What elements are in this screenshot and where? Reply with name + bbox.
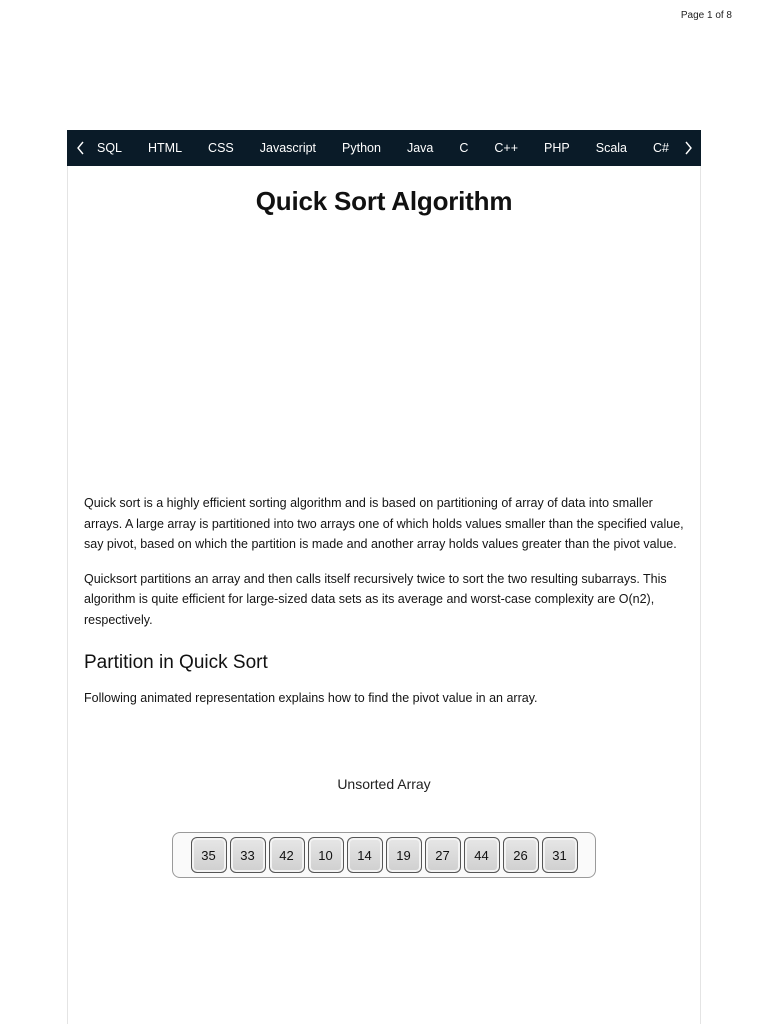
nav-item-cpp[interactable]: C++ [494,141,519,155]
nav-next-button[interactable] [675,130,701,166]
array-cell: 27 [425,837,461,873]
array-cell: 10 [308,837,344,873]
chevron-right-icon [684,141,693,155]
nav-prev-button[interactable] [67,130,93,166]
page-counter: Page 1 of 8 [680,10,732,21]
nav-item-sql[interactable]: SQL [97,141,123,155]
nav-item-css[interactable]: CSS [208,141,234,155]
array-cell: 42 [269,837,305,873]
array-cell: 14 [347,837,383,873]
section-heading: Partition in Quick Sort [84,652,268,673]
nav-items [93,141,675,155]
figure-caption: Unsorted Array [337,776,431,792]
array-cell: 19 [386,837,422,873]
recursion-paragraph: Quicksort partitions an array and then calls itself recursively twice to sort the two resulting subarrays. This algorithm is quite efficient for large-sized data sets as its average and worst-case complexity are O(n2), respectively. [84,571,667,627]
array-cell: 44 [464,837,500,873]
page-title: Quick Sort Algorithm [255,186,513,216]
article [84,166,684,723]
array-cell: 26 [503,837,539,873]
array-cell: 31 [542,837,578,873]
nav-item-c[interactable]: C [459,141,469,155]
section-paragraph: Following animated representation explains how to find the pivot value in an array. [84,691,538,705]
nav-item-javascript[interactable]: Javascript [259,141,317,155]
intro-paragraph: Quick sort is a highly efficient sorting algorithm and is based on partitioning of array of data into smaller arrays. A large array is partitioned into two arrays one of which holds values smaller than the specified value, say pivot, based on which the partition is made and another array holds values greater than the pivot value. [84,496,684,551]
nav-item-csharp[interactable]: C# [653,141,669,155]
nav-item-python[interactable]: Python [342,141,381,155]
ad-placeholder [84,217,684,493]
nav-item-html[interactable]: HTML [148,141,183,155]
array-cell: 33 [230,837,266,873]
array-container [172,832,596,878]
nav-item-php[interactable]: PHP [544,141,570,155]
chevron-left-icon [76,141,85,155]
language-nav-bar [67,130,701,166]
unsorted-array-figure [172,776,596,878]
array-cell: 35 [191,837,227,873]
nav-item-java[interactable]: Java [406,141,434,155]
nav-item-scala[interactable]: Scala [595,141,628,155]
